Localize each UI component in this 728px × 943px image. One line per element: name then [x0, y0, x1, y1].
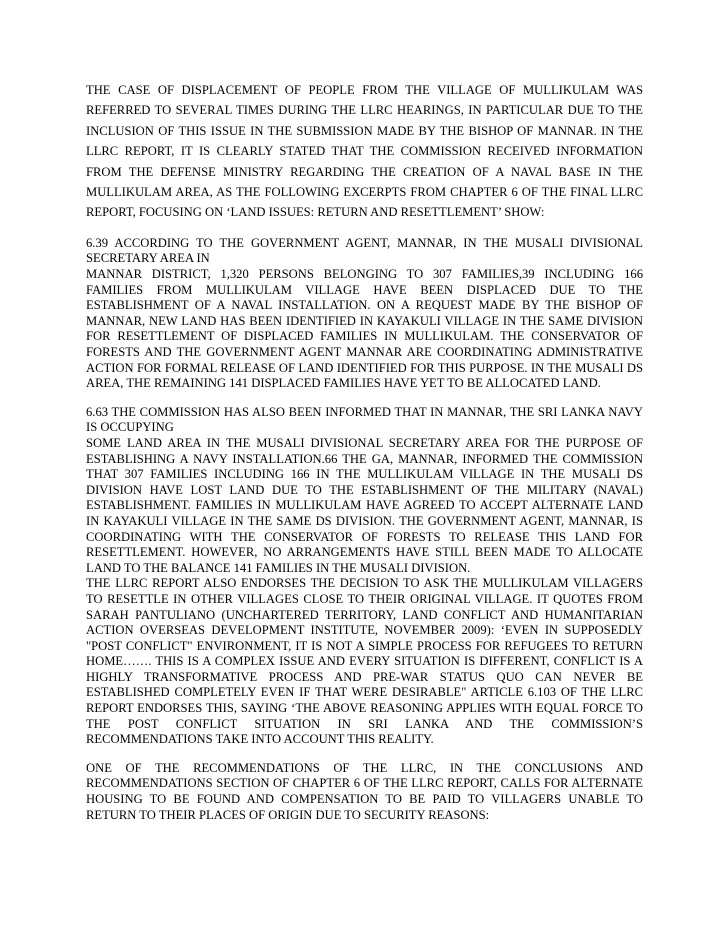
paragraph-gap: [86, 392, 643, 405]
excerpt-6-39-first-line: 6.39 ACCORDING TO THE GOVERNMENT AGENT, MANNAR, IN THE MUSALI DIVISIONAL SECRETARY AREA IN: [86, 235, 643, 266]
paragraph-gap: [86, 748, 643, 761]
document-page: [86, 80, 643, 823]
excerpt-6-63-first-line: 6.63 THE COMMISSION HAS ALSO BEEN INFORMED THAT IN MANNAR, THE SRI LANKA NAVY IS OCCUPYING: [86, 404, 643, 435]
paragraph-llrc-endorsement: THE LLRC REPORT ALSO ENDORSES THE DECISION TO ASK THE MULLIKULAM VILLAGERS TO RESETTLE IN OTHER VILLAGES CLOSE TO THEIR ORIGINAL VILLAGE. IT QUOTES FROM SARAH PANTULIANO (UNCHARTERED TERRITORY, LAND CONFLICT AND HUMANITARIAN ACTION OVERSEAS DEVELOPMENT INSTITUTE, NOVEMBER 2009): ‘EVEN IN SUPPOSEDLY "POST CONFLICT" ENVIRONMENT, IT IS NOT A SIMPLE PROCESS FOR REFUGEES TO RETURN HOME……. THIS IS A COMPLEX ISSUE AND EVERY SITUATION IS DIFFERENT, CONFLICT IS A HIGHLY TRANSFORMATIVE PROCESS AND PRE-WAR STATUS QUO CAN NEVER BE ESTABLISHED COMPLETELY EVEN IF THAT WERE DESIRABLE" ARTICLE 6.103 OF THE LLRC REPORT ENDORSES THIS, SAYING ‘THE ABOVE REASONING APPLIES WITH EQUAL FORCE TO THE POST CONFLICT SITUATION IN SRI LANKA AND THE COMMISSION’S RECOMMENDATIONS TAKE INTO ACCOUNT THIS REALITY.: [86, 576, 643, 747]
excerpt-6-63-body: SOME LAND AREA IN THE MUSALI DIVISIONAL SECRETARY AREA FOR THE PURPOSE OF ESTABLISHING A NAVY INSTALLATION.66 THE GA, MANNAR, INFORMED THE COMMISSION THAT 307 FAMILIES INCLUDING 166 IN THE MULLIKULAM VILLAGE IN THE MUSALI DS DIVISION HAVE LOST LAND DUE TO THE ESTABLISHMENT OF THE MILITARY (NAVAL) ESTABLISHMENT. FAMILIES IN MULLIKULAM HAVE AGREED TO ACCEPT ALTERNATE LAND IN KAYAKULI VILLAGE IN THE SAME DS DIVISION. THE GOVERNMENT AGENT, MANNAR, IS COORDINATING WITH THE CONSERVATOR OF FORESTS TO RELEASE THIS LAND FOR RESETTLEMENT. HOWEVER, NO ARRANGEMENTS HAVE STILL BEEN MADE TO ALLOCATE LAND TO THE BALANCE 141 FAMILIES IN THE MUSALI DIVISION.: [86, 435, 643, 575]
paragraph-excerpt-6-39: [86, 236, 643, 392]
paragraph-intro: THE CASE OF DISPLACEMENT OF PEOPLE FROM THE VILLAGE OF MULLIKULAM WAS REFERRED TO SEVERAL TIMES DURING THE LLRC HEARINGS, IN PARTICULAR DUE TO THE INCLUSION OF THIS ISSUE IN THE SUBMISSION MADE BY THE BISHOP OF MANNAR. IN THE LLRC REPORT, IT IS CLEARLY STATED THAT THE COMMISSION RECEIVED INFORMATION FROM THE DEFENSE MINISTRY REGARDING THE CREATION OF A NAVAL BASE IN THE MULLIKULAM AREA, AS THE FOLLOWING EXCERPTS FROM CHAPTER 6 OF THE FINAL LLRC REPORT, FOCUSING ON ‘LAND ISSUES: RETURN AND RESETTLEMENT’ SHOW:: [86, 83, 643, 220]
paragraph-excerpt-6-63: [86, 405, 643, 577]
paragraph-recommendations: ONE OF THE RECOMMENDATIONS OF THE LLRC, IN THE CONCLUSIONS AND RECOMMENDATIONS SECTION OF CHAPTER 6 OF THE LLRC REPORT, CALLS FOR ALTERNATE HOUSING TO BE FOUND AND COMPENSATION TO BE PAID TO VILLAGERS UNABLE TO RETURN TO THEIR PLACES OF ORIGIN DUE TO SECURITY REASONS:: [86, 760, 643, 822]
paragraph-gap: [86, 223, 643, 236]
excerpt-6-39-body: MANNAR DISTRICT, 1,320 PERSONS BELONGING TO 307 FAMILIES,39 INCLUDING 166 FAMILIES FROM MULLIKULAM VILLAGE HAVE BEEN DISPLACED DUE TO THE ESTABLISHMENT OF A NAVAL INSTALLATION. ON A REQUEST MADE BY THE BISHOP OF MANNAR, NEW LAND HAS BEEN IDENTIFIED IN KAYAKULI VILLAGE IN THE SAME DIVISION FOR RESETTLEMENT OF DISPLACED FAMILIES IN MULLIKULAM. THE CONSERVATOR OF FORESTS AND THE GOVERNMENT AGENT MANNAR ARE COORDINATING ADMINISTRATIVE ACTION FOR FORMAL RELEASE OF LAND IDENTIFIED FOR THIS PURPOSE. IN THE MUSALI DS AREA, THE REMAINING 141 DISPLACED FAMILIES HAVE YET TO BE ALLOCATED LAND.: [86, 267, 643, 391]
